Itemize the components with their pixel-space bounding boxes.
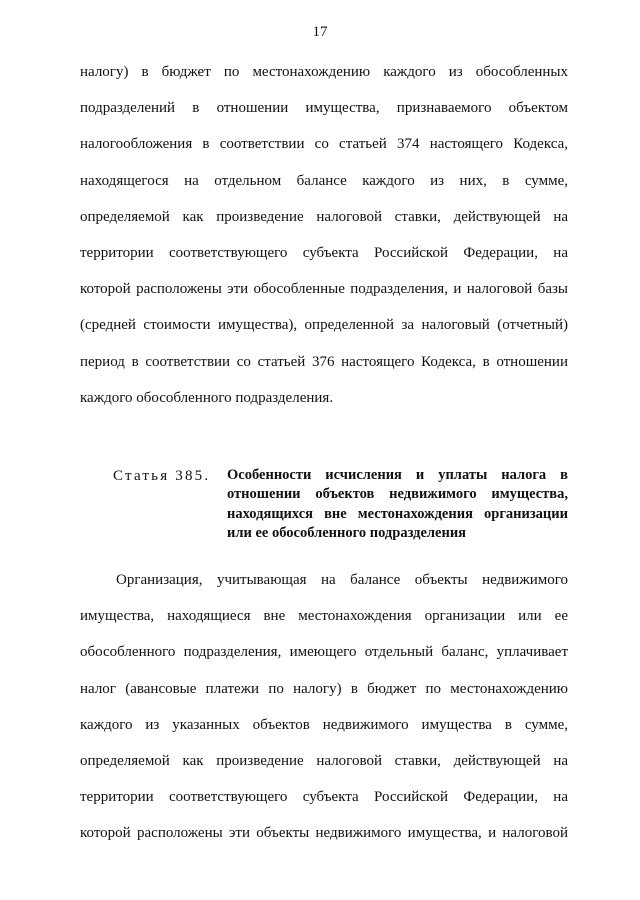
text-line: налогу) в бюджет по местонахождению каждого из обособленных: [80, 64, 568, 80]
text-line: (средней стоимости имущества), определенной за налоговый (отчетный): [80, 317, 568, 334]
text-line: которой расположены эти обособленные подразделения, и налоговой базы: [80, 281, 568, 298]
text-line: налог (авансовые платежи по налогу) в бюджет по местонахождению: [80, 680, 568, 697]
text-line: территории соответствующего субъекта Российской Федерации, на: [80, 244, 568, 261]
article-title-line: находящихся вне местонахождения организации: [227, 505, 568, 522]
text-line: Организация, учитывающая на балансе объекты недвижимого: [116, 572, 568, 588]
text-line: территории соответствующего субъекта Российской Федерации, на: [80, 789, 568, 806]
article-title-line: отношении объектов недвижимого имущества,: [227, 486, 568, 503]
article-label: Статья 385.: [113, 468, 211, 484]
article-title-line: Особенности исчисления и уплаты налога в: [227, 467, 568, 483]
page-number: 17: [312, 24, 328, 40]
text-line: подразделений в отношении имущества, признаваемого объектом: [80, 100, 568, 117]
text-line: определяемой как произведение налоговой ставки, действующей на: [80, 752, 568, 769]
article-title-line: или ее обособленного подразделения: [227, 525, 467, 542]
text-line: каждого из указанных объектов недвижимого имущества в сумме,: [80, 716, 568, 733]
article-title: [227, 466, 568, 544]
text-line: обособленного подразделения, имеющего отдельный баланс, уплачивает: [80, 644, 568, 661]
text-line: имущества, находящиеся вне местонахождения организации или ее: [80, 608, 568, 625]
text-line: период в соответствии со статьей 376 настоящего Кодекса, в отношении: [80, 353, 568, 370]
text-line: каждого обособленного подразделения.: [80, 389, 334, 406]
text-line: находящегося на отдельном балансе каждого из них, в сумме,: [80, 172, 568, 189]
text-line: налогообложения в соответствии со статьей 374 настоящего Кодекса,: [80, 136, 568, 153]
text-line: определяемой как произведение налоговой ставки, действующей на: [80, 208, 568, 225]
text-line: которой расположены эти объекты недвижимого имущества, и налоговой: [80, 825, 568, 842]
paragraph-continuation: [80, 62, 568, 424]
article-body-paragraph: [80, 570, 568, 860]
